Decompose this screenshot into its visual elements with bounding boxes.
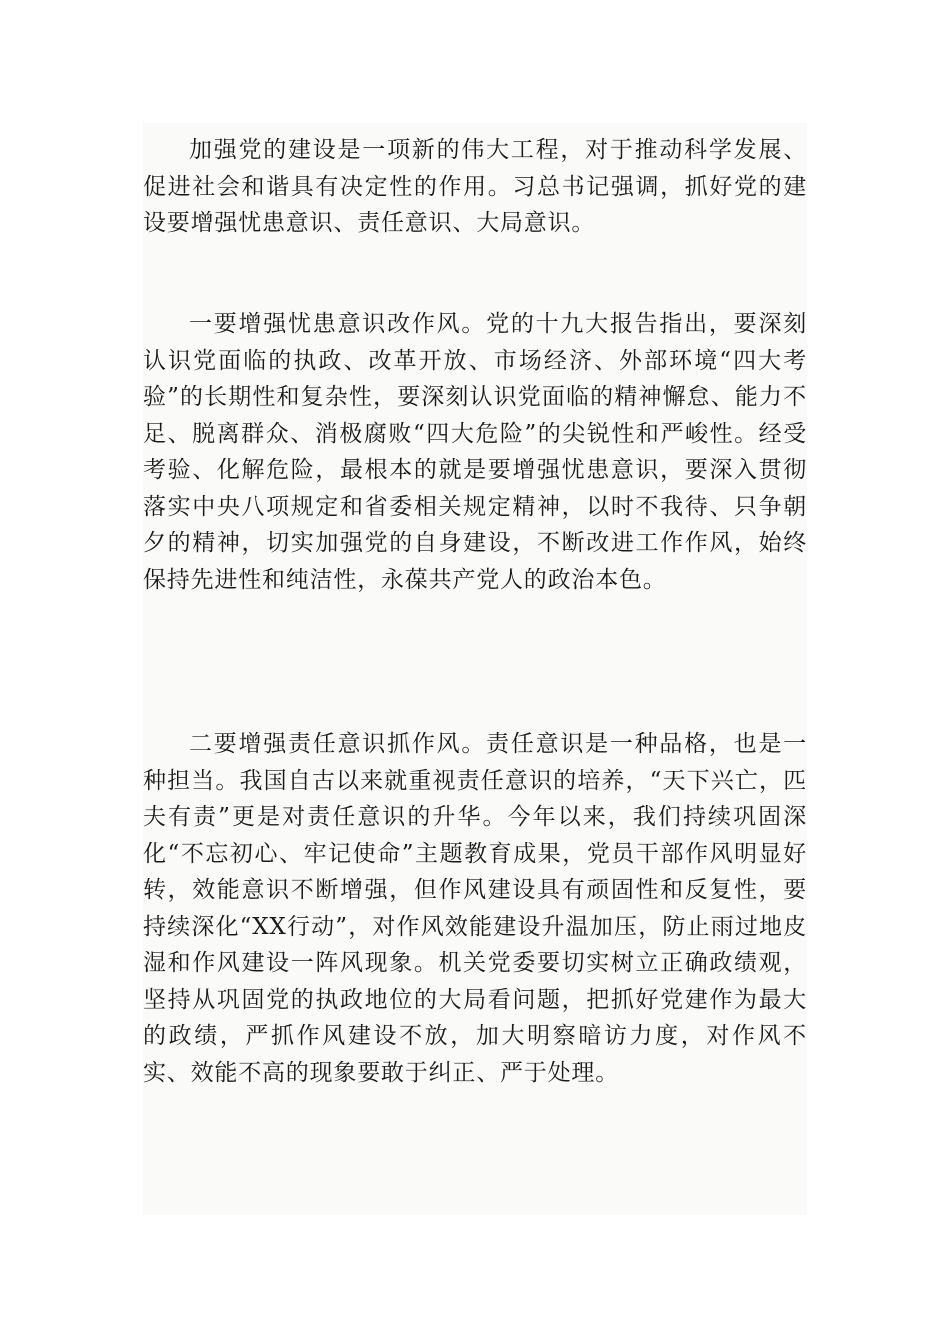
paragraph-worry-awareness: 一要增强忧患意识改作风。党的十九大报告指出，要深刻认识党面临的执政、改革开放、市场经济、外部环境“四大考验”的长期性和复杂性，要深刻认识党面临的精神懈怠、能力不足、脱离群众、消极腐败“四大危险”的尖锐性和严峻性。经受考验、化解危险，最根本的就是要增强忧患意识，要深入贯彻落实中央八项规定和省委相关规定精神，以时不我待、只争朝夕的精神，切实加强党的自身建设，不断改进工作作风，始终保持先进性和纯洁性，永葆共产党人的政治本色。: [143, 311, 807, 593]
paragraph-intro: 加强党的建设是一项新的伟大工程，对于推动科学发展、促进社会和谐具有决定性的作用。习总书记强调，抓好党的建设要增强忧患意识、责任意识、大局意识。: [143, 137, 807, 236]
paragraph-responsibility-awareness: 二要增强责任意识抓作风。责任意识是一种品格，也是一种担当。我国自古以来就重视责任意识的培养，“天下兴亡，匹夫有责”更是对责任意识的升华。今年以来，我们持续巩固深化“不忘初心、牢记使命”主题教育成果，党员干部作风明显好转，效能意识不断增强，但作风建设具有顽固性和反复性，要持续深化“XX行动”，对作风效能建设升温加压，防止雨过地皮湿和作风建设一阵风现象。机关党委要切实树立正确政绩观，坚持从巩固党的执政地位的大局看问题，把抓好党建作为最大的政绩，严抓作风建设不放，加大明察暗访力度，对作风不实、效能不高的现象要敢于纠正、严于处理。: [143, 731, 807, 1086]
text-block: [143, 123, 807, 1215]
